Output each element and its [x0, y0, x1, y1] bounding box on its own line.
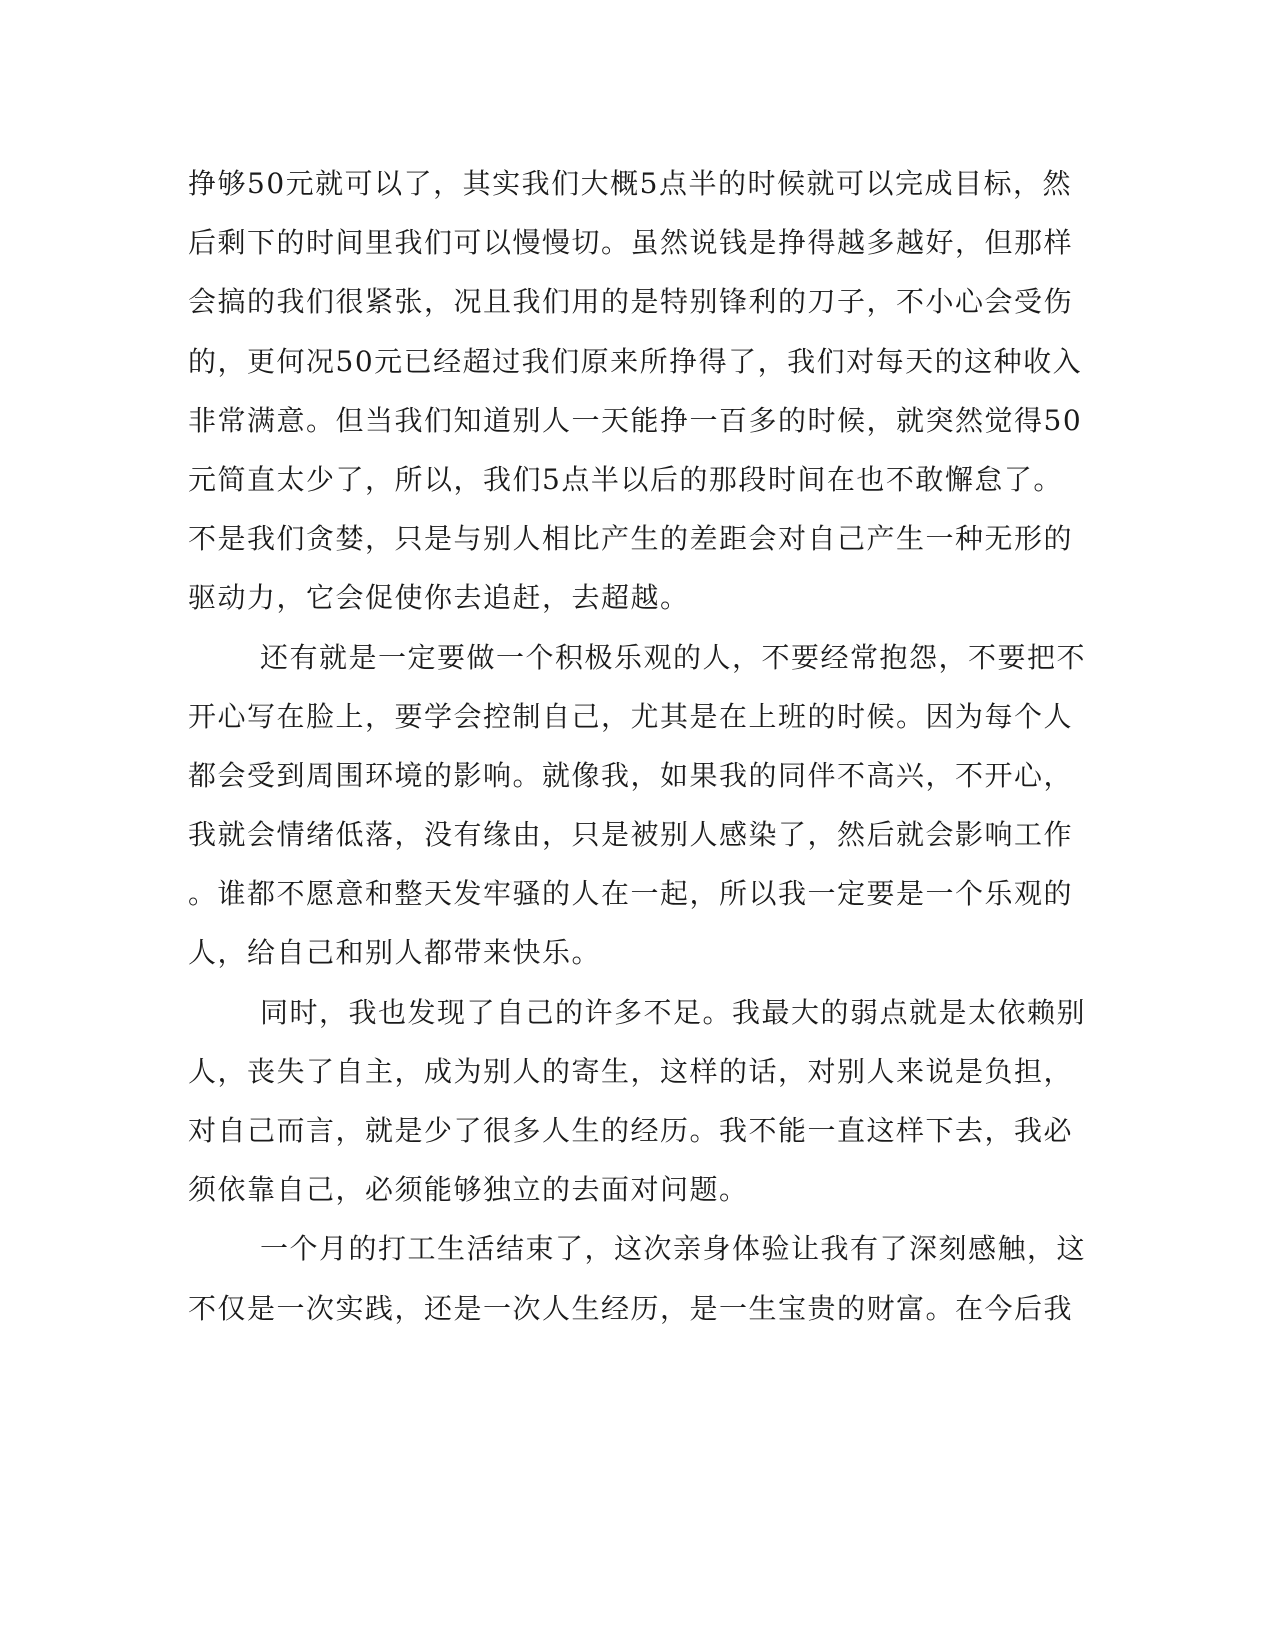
text-line: 我就会情绪低落，没有缘由，只是被别人感染了，然后就会影响工作: [188, 818, 1074, 852]
text-line: 驱动力，它会促使你去追赶，去超越。: [188, 581, 690, 615]
paragraph-start-line: 一个月的打工生活结束了，这次亲身体验让我有了深刻感触，这: [260, 1232, 1087, 1266]
text-line: 都会受到周围环境的影响。就像我，如果我的同伴不高兴，不开心，: [188, 758, 1074, 792]
body-text: [188, 154, 1087, 1338]
paragraph-start-line: 同时，我也发现了自己的许多不足。我最大的弱点就是太依赖别: [260, 995, 1087, 1029]
text-line: 后剩下的时间里我们可以慢慢切。虽然说钱是挣得越多越好，但那样: [188, 226, 1074, 260]
paragraph-start-line: 还有就是一定要做一个积极乐观的人，不要经常抱怨，不要把不: [260, 640, 1087, 674]
text-line: 人，给自己和别人都带来快乐。: [188, 936, 602, 970]
text-line: 。谁都不愿意和整天发牢骚的人在一起，所以我一定要是一个乐观的: [188, 877, 1074, 911]
text-line: 会搞的我们很紧张，况且我们用的是特别锋利的刀子，不小心会受伤: [188, 285, 1074, 319]
text-line: 不仅是一次实践，还是一次人生经历，是一生宝贵的财富。在今后我: [188, 1291, 1074, 1325]
text-line: 开心写在脸上，要学会控制自己，尤其是在上班的时候。因为每个人: [188, 699, 1074, 733]
text-line: 对自己而言，就是少了很多人生的经历。我不能一直这样下去，我必: [188, 1114, 1074, 1147]
text-line: 元简直太少了，所以，我们5点半以后的那段时间在也不敢懈怠了。: [188, 462, 1063, 496]
text-line: 非常满意。但当我们知道别人一天能挣一百多的时候，就突然觉得50: [188, 403, 1083, 437]
text-line: 须依靠自己，必须能够独立的去面对问题。: [188, 1173, 749, 1207]
text-line: 人，丧失了自主，成为别人的寄生，这样的话，对别人来说是负担，: [188, 1054, 1074, 1088]
text-line: 不是我们贪婪，只是与别人相比产生的差距会对自己产生一种无形的: [188, 522, 1074, 556]
text-line: 的，更何况50元已经超过我们原来所挣得了，我们对每天的这种收入: [188, 344, 1083, 378]
text-line: 挣够50元就可以了，其实我们大概5点半的时候就可以完成目标，然: [188, 167, 1072, 200]
